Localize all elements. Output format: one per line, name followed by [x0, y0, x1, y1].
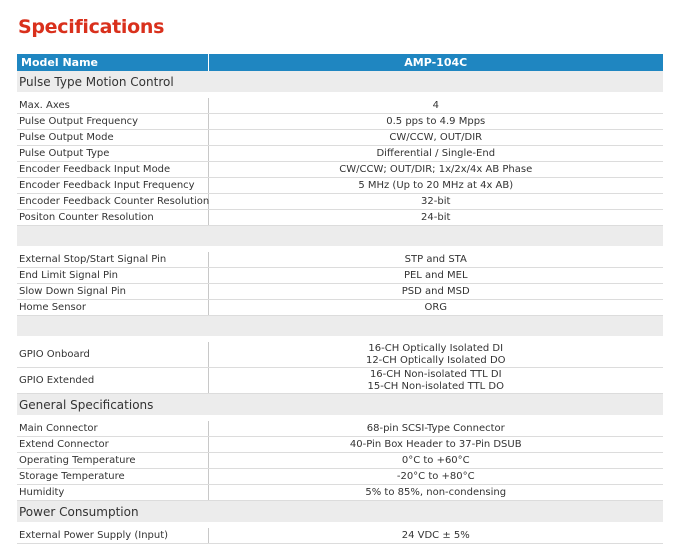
table-header-row: [17, 54, 663, 71]
row-value-line: 15-CH Non-isolated TTL DO: [367, 380, 505, 392]
row-label: GPIO Extended: [17, 368, 208, 394]
table-row: [17, 146, 663, 162]
row-value: 32-bit: [208, 194, 663, 210]
row-label: Pulse Output Mode: [17, 130, 208, 146]
row-value: 4: [208, 98, 663, 114]
row-label: Home Sensor: [17, 300, 208, 316]
row-label: Main Connector: [17, 421, 208, 437]
table-row: [17, 342, 663, 368]
row-value: 0°C to +60°C: [208, 453, 663, 469]
row-label: Encoder Feedback Input Mode: [17, 162, 208, 178]
table-row: [17, 469, 663, 485]
header-label: Model Name: [17, 54, 208, 71]
row-value: ORG: [208, 300, 663, 316]
section-row: [17, 394, 663, 416]
table-row: [17, 268, 663, 284]
table-row: [17, 528, 663, 544]
row-value: STP and STA: [208, 252, 663, 268]
row-label: End Limit Signal Pin: [17, 268, 208, 284]
specifications-table: [17, 54, 663, 544]
table-row: [17, 300, 663, 316]
row-label: Pulse Output Type: [17, 146, 208, 162]
row-label: Extend Connector: [17, 437, 208, 453]
row-label: External Stop/Start Signal Pin: [17, 252, 208, 268]
row-label: Positon Counter Resolution: [17, 210, 208, 226]
table-row: [17, 437, 663, 453]
row-label: Humidity: [17, 485, 208, 501]
row-value: CW/CCW, OUT/DIR: [208, 130, 663, 146]
table-row: [17, 453, 663, 469]
row-value: PEL and MEL: [208, 268, 663, 284]
row-value: 24 VDC ± 5%: [208, 528, 663, 544]
row-value-line: 16-CH Optically Isolated DI: [368, 342, 504, 354]
section-pulse-title: Pulse Type Motion Control: [17, 71, 663, 92]
row-label: Slow Down Signal Pin: [17, 284, 208, 300]
header-model: AMP-104C: [208, 54, 663, 71]
section-power-title: Power Consumption: [17, 501, 663, 523]
row-label: Operating Temperature: [17, 453, 208, 469]
page-title: Specifications: [18, 16, 165, 38]
row-value: 5% to 85%, non-condensing: [208, 485, 663, 501]
row-value: 68-pin SCSI-Type Connector: [208, 421, 663, 437]
row-value: -20°C to +80°C: [208, 469, 663, 485]
table-row: [17, 284, 663, 300]
section-row: [17, 501, 663, 523]
table-row: [17, 368, 663, 394]
row-label: Encoder Feedback Input Frequency: [17, 178, 208, 194]
row-label: External Power Supply (Input): [17, 528, 208, 544]
table-row: [17, 178, 663, 194]
row-label: Storage Temperature: [17, 469, 208, 485]
table-row: [17, 162, 663, 178]
blank-section-row: [17, 226, 663, 247]
table-row: [17, 194, 663, 210]
row-value: [208, 368, 663, 394]
row-value-line: 16-CH Non-isolated TTL DI: [369, 368, 502, 380]
table-row: [17, 98, 663, 114]
table-row: [17, 114, 663, 130]
blank-section-row: [17, 316, 663, 337]
row-value: [208, 342, 663, 368]
row-value: 0.5 pps to 4.9 Mpps: [208, 114, 663, 130]
row-label: GPIO Onboard: [17, 342, 208, 368]
row-value: 40-Pin Box Header to 37-Pin DSUB: [208, 437, 663, 453]
row-value: Differential / Single-End: [208, 146, 663, 162]
table-row: [17, 130, 663, 146]
row-label: Encoder Feedback Counter Resolution: [17, 194, 208, 210]
table-row: [17, 210, 663, 226]
table-row: [17, 485, 663, 501]
row-value: 5 MHz (Up to 20 MHz at 4x AB): [208, 178, 663, 194]
section-general-title: General Specifications: [17, 394, 663, 416]
table-row: [17, 421, 663, 437]
row-label: Pulse Output Frequency: [17, 114, 208, 130]
row-value: PSD and MSD: [208, 284, 663, 300]
section-row: [17, 71, 663, 92]
row-label: Max. Axes: [17, 98, 208, 114]
table-row: [17, 252, 663, 268]
row-value: 24-bit: [208, 210, 663, 226]
row-value-line: 12-CH Optically Isolated DO: [365, 354, 506, 366]
row-value: CW/CCW; OUT/DIR; 1x/2x/4x AB Phase: [208, 162, 663, 178]
